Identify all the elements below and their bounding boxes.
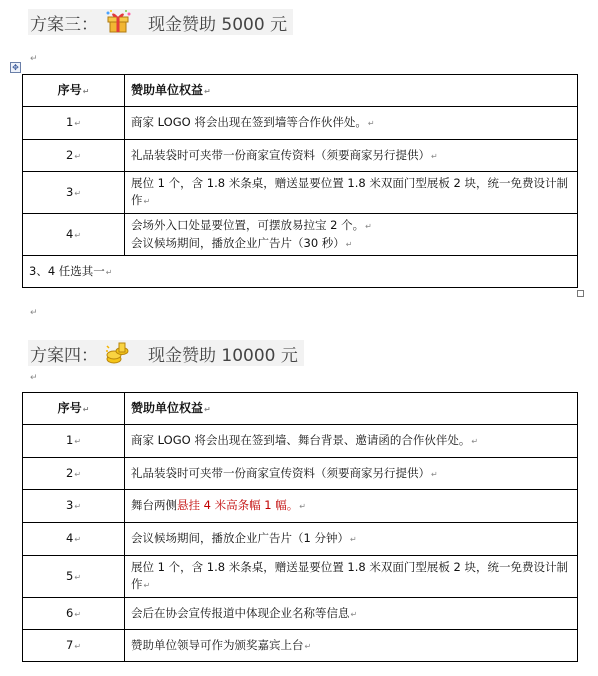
row-number: 3↵: [23, 490, 125, 523]
row-number: 4↵: [23, 214, 125, 256]
header-number: 序号↵: [23, 393, 125, 425]
row-benefit: 舞台两侧悬挂 4 米高条幅 1 幅。↵: [125, 490, 578, 523]
row-number: 5↵: [23, 556, 125, 598]
table-row: [23, 630, 578, 662]
plan4-label: 方案四：: [30, 345, 98, 366]
table-row: [23, 425, 578, 458]
header-benefits: 赞助单位权益↵: [125, 393, 578, 425]
row-benefit: 赞助单位领导可作为颁奖嘉宾上台↵: [125, 630, 578, 662]
plan4-title: [28, 340, 304, 366]
table-note-row: [23, 256, 578, 288]
paragraph-mark: ↵: [30, 308, 38, 318]
table-resize-handle[interactable]: [577, 290, 584, 297]
table-row: [23, 556, 578, 598]
row-benefit: 展位 1 个，含 1.8 米条桌，赠送显要位置 1.8 米双面门型展板 2 块，统一免费设计制作↵: [125, 172, 578, 214]
row-benefit: 会场外入口处显要位置，可摆放易拉宝 2 个。↵ 会议候场期间，播放企业广告片（30 秒）↵: [125, 214, 578, 256]
header-benefits: 赞助单位权益↵: [125, 75, 578, 107]
table-row: [23, 107, 578, 140]
row-benefit: 礼品装袋时可夹带一份商家宣传资料（须要商家另行提供）↵: [125, 458, 578, 490]
row-number: 2↵: [23, 458, 125, 490]
row-benefit: 礼品装袋时可夹带一份商家宣传资料（须要商家另行提供）↵: [125, 140, 578, 172]
highlighted-text: 悬挂 4 米高条幅 1 幅。: [177, 498, 299, 512]
plan3-title: [28, 9, 293, 35]
table-row: [23, 140, 578, 172]
header-number: 序号↵: [23, 75, 125, 107]
plan3-label: 方案三：: [30, 14, 98, 35]
row-number: 3↵: [23, 172, 125, 214]
row-benefit: 商家 LOGO 将会出现在签到墙、舞台背景、邀请函的合作伙伴处。↵: [125, 425, 578, 458]
row-benefit: 会后在协会宣传报道中体现企业名称等信息↵: [125, 598, 578, 630]
row-number: 7↵: [23, 630, 125, 662]
table-row: [23, 458, 578, 490]
plan4-amount: 现金赞助 10000 元: [148, 345, 298, 366]
plan3-amount: 现金赞助 5000 元: [148, 14, 288, 35]
paragraph-mark: ↵: [30, 54, 38, 64]
row-benefit: 展位 1 个，含 1.8 米条桌，赠送显要位置 1.8 米双面门型展板 2 块，统一免费设计制作↵: [125, 556, 578, 598]
table-row: [23, 490, 578, 523]
paragraph-mark: ↵: [30, 373, 38, 383]
row-benefit: 商家 LOGO 将会出现在签到墙等合作伙伴处。↵: [125, 107, 578, 140]
table-header-row: [23, 393, 578, 425]
table-row: [23, 523, 578, 556]
row-number: 6↵: [23, 598, 125, 630]
row-number: 1↵: [23, 425, 125, 458]
plan4-table: [22, 392, 578, 662]
row-number: 4↵: [23, 523, 125, 556]
gift-box-icon: [102, 9, 134, 35]
row-number: 1↵: [23, 107, 125, 140]
table-row: [23, 214, 578, 256]
plan3-table: [22, 74, 578, 288]
table-row: [23, 598, 578, 630]
row-benefit: 会议候场期间，播放企业广告片（1 分钟）↵: [125, 523, 578, 556]
gold-coins-icon: [102, 340, 134, 366]
table-move-handle-icon[interactable]: ✥: [10, 62, 21, 73]
plan3-note: 3、4 任选其一↵: [23, 256, 578, 288]
row-number: 2↵: [23, 140, 125, 172]
table-header-row: [23, 75, 578, 107]
table-row: [23, 172, 578, 214]
